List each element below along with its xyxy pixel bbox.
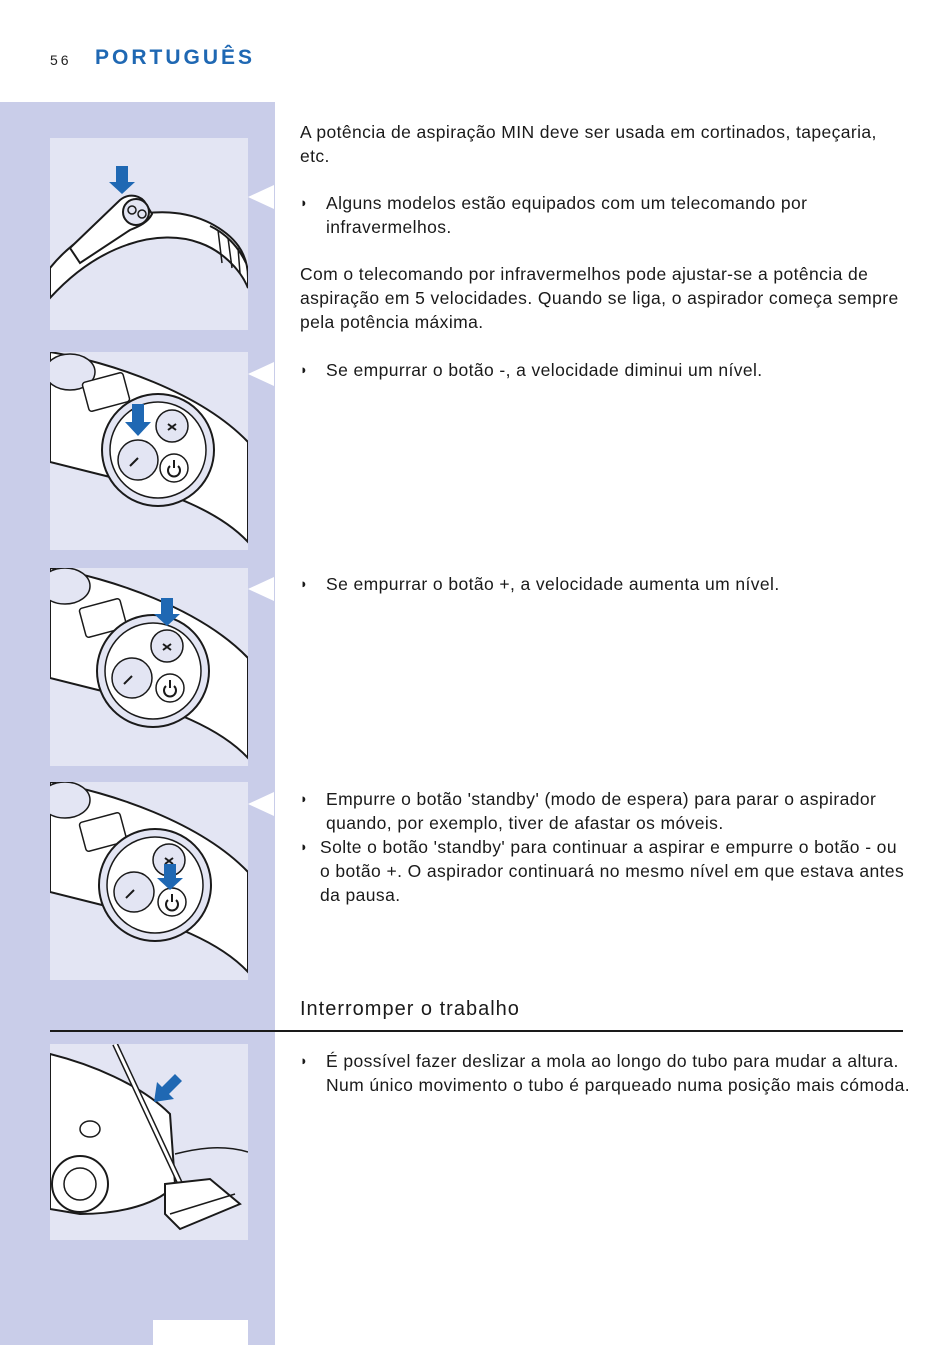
plus-bullet-text: Se empurrar o botão +, a velocidade aumenta um nível. — [326, 574, 780, 594]
bullet-icon: ◗ — [300, 362, 309, 377]
minus-bullet-text: Se empurrar o botão -, a velocidade diminui um nível. — [326, 360, 763, 380]
remote-minus-button-illustration — [50, 352, 248, 550]
standby-bullet-text: Empurre o botão 'standby' (modo de espera) para parar o aspirador quando, por exemplo, tiver de afastar os móveis. — [326, 789, 877, 833]
remote-standby-button-illustration — [50, 782, 248, 980]
handle-with-remote-illustration — [50, 138, 248, 330]
remote-bullet-text: Alguns modelos estão equipados com um telecomando por infravermelhos. — [326, 193, 808, 237]
tube-parking-illustration — [50, 1044, 248, 1240]
parking-bullet — [300, 1049, 910, 1097]
bullet-icon: ◗ — [300, 1053, 309, 1068]
section-title: Interromper o trabalho — [300, 998, 520, 1020]
remote-text: Com o telecomando por infravermelhos pode ajustar-se a potência de aspiração em 5 velocidades. Quando se liga, o aspirador começa sempre pela potência máxima. — [300, 264, 899, 332]
remote-plus-button-illustration — [50, 568, 248, 766]
plus-bullet — [300, 572, 910, 596]
panel-notch — [248, 362, 274, 386]
section-divider — [50, 1030, 903, 1032]
bottom-tab — [153, 1320, 248, 1345]
panel-notch — [248, 577, 274, 601]
release-bullet-text: Solte o botão 'standby' para continuar a aspirar e empurre o botão - ou o botão +. O aspirador continuará no mesmo nível em que estava antes da pausa. — [320, 837, 905, 905]
minus-bullet — [300, 358, 910, 382]
intro-text: A potência de aspiração MIN deve ser usada em cortinados, tapeçaria, etc. — [300, 122, 877, 166]
parking-bullet-text: É possível fazer deslizar a mola ao longo do tubo para mudar a altura. Num único movimento o tubo é parqueado numa posição mais cómoda. — [326, 1051, 910, 1095]
panel-notch — [248, 185, 274, 209]
page-heading: PORTUGUÊS — [95, 46, 256, 69]
bullet-icon: ◗ — [300, 839, 309, 854]
remote-bullet — [300, 191, 910, 239]
release-bullet — [300, 835, 910, 907]
page-number: 56 — [50, 52, 72, 68]
panel-notch — [248, 792, 274, 816]
bullet-icon: ◗ — [300, 791, 309, 806]
standby-bullet — [300, 787, 910, 835]
bullet-icon: ◗ — [300, 195, 309, 210]
intro-paragraph — [300, 120, 910, 168]
remote-paragraph — [300, 262, 910, 334]
bullet-icon: ◗ — [300, 576, 309, 591]
